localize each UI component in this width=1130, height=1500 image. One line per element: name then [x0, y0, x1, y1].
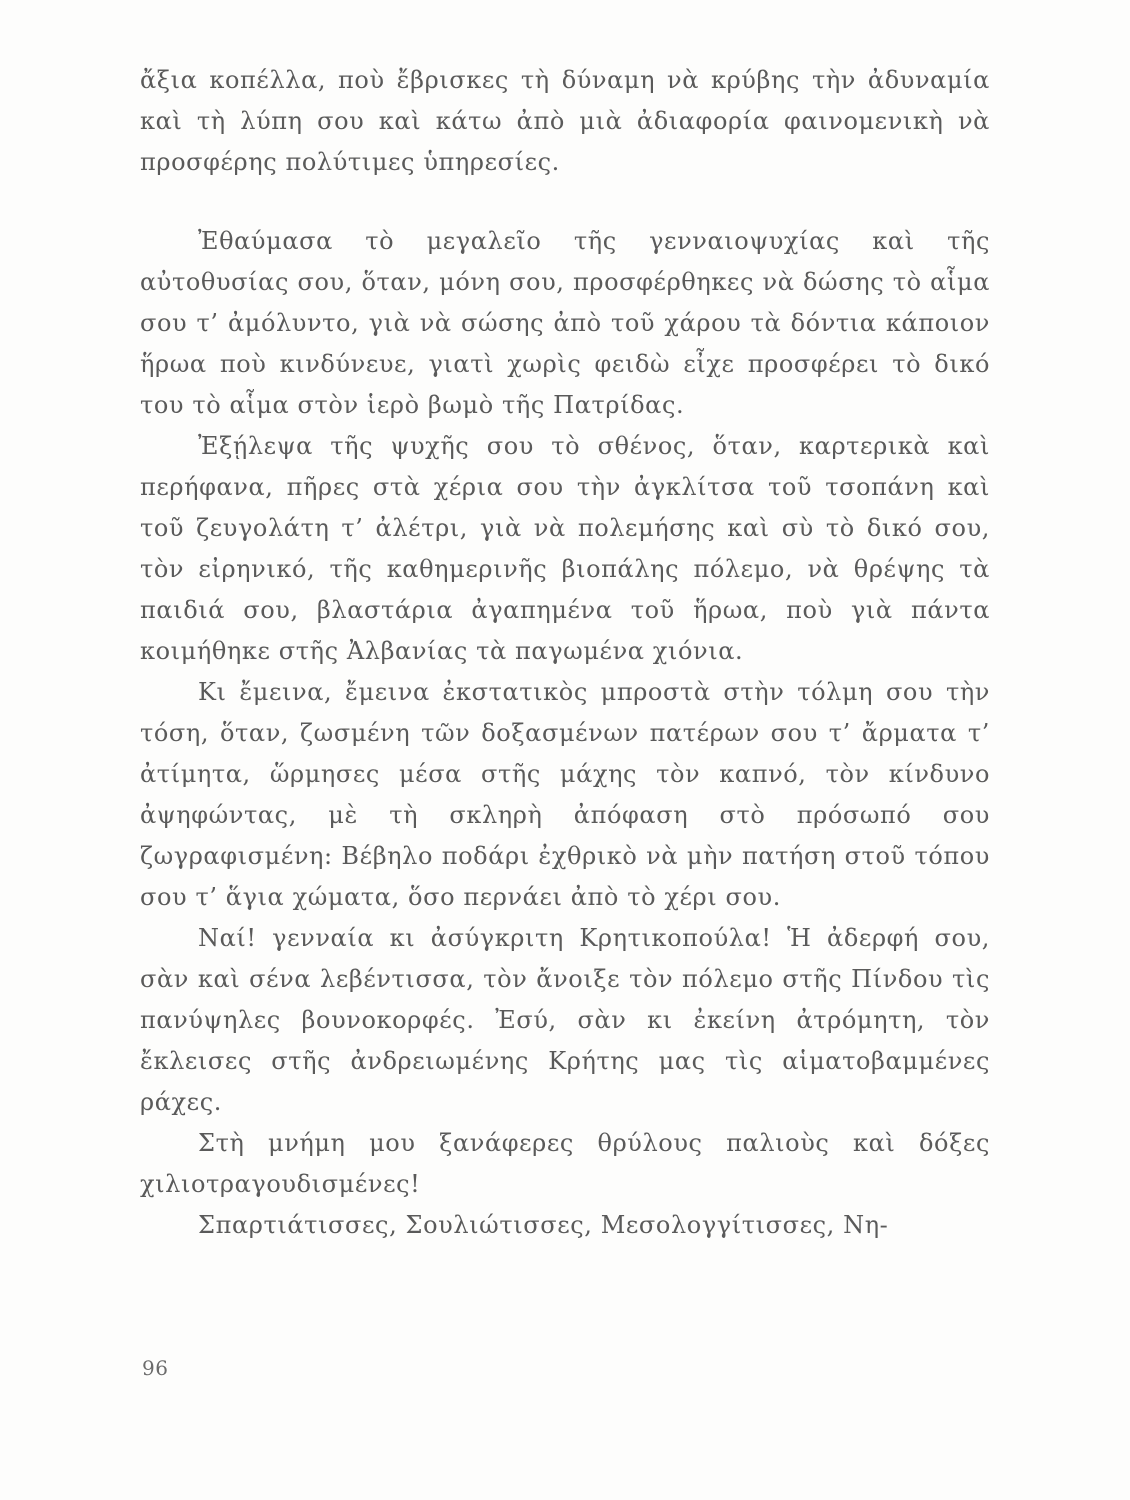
paragraph-heroines: Σπαρτιάτισσες, Σουλιώτισσες, Μεσολογγίτισσες, Νη- — [198, 1211, 889, 1239]
paragraph-memory: Στὴ μνήμη μου ξανάφερες θρύλους παλιοὺς καὶ δόξες χιλιοτραγουδισμένες! — [140, 1129, 990, 1198]
paragraph-cretan-girl: Ναί! γενναία κι ἀσύγκριτη Κρητικοπούλα! Ἡ ἀδερφή σου, σὰν καὶ σένα λεβέντισσα, τὸν ἄνοιξε τὸν πόλεμο στῆς Πίνδου τὶς πανύψηλες βουνοκορφές. Ἐσύ, σὰν κι ἐκείνη ἀτρόμητη, τὸν ἔκλεισες στῆς ἀνδρειωμένης Κρήτης μας τὶς αἱματοβαμμένες ράχες. — [140, 924, 990, 1116]
paragraph-continuation: ἄξια κοπέλλα, ποὺ ἔβρισκες τὴ δύναμη νὰ κρύβης τὴν ἀδυναμία καὶ τὴ λύπη σου καὶ κάτω ἀπὸ μιὰ ἀδιαφορία φαινομενικὴ νὰ προσφέρης πολύτιμες ὑπηρεσίες. — [140, 66, 990, 176]
page-number: 96 — [142, 1356, 169, 1380]
paragraph-courage: Κι ἔμεινα, ἔμεινα ἐκστατικὸς μπροστὰ στὴν τόλμη σου τὴν τόση, ὅταν, ζωσμένη τῶν δοξασμένων πατέρων σου τ’ ἄρματα τ’ ἀτίμητα, ὥρμησες μέσα στῆς μάχης τὸν καπνό, τὸν κίνδυνο ἀψηφώντας, μὲ τὴ σκληρὴ ἀπόφαση στὸ πρόσωπό σου ζωγραφισμένη: Βέβηλο ποδάρι ἐχθρικὸ νὰ μὴν πατήση στοῦ τόπου σου τ’ ἅγια χώματα, ὅσο περνάει ἀπὸ τὸ χέρι σου. — [140, 678, 990, 911]
paragraph-admiration: Ἐθαύμασα τὸ μεγαλεῖο τῆς γενναιοψυχίας καὶ τῆς αὐτοθυσίας σου, ὅταν, μόνη σου, προσφέρθηκες νὰ δώσης τὸ αἷμα σου τ’ ἀμόλυντο, γιὰ νὰ σώσης ἀπὸ τοῦ χάρου τὰ δόντια κάποιον ἥρωα ποὺ κινδύνευε, γιατὶ χωρὶς φειδὼ εἶχε προσφέρει τὸ δικό του τὸ αἷμα στὸν ἱερὸ βωμὸ τῆς Πατρίδας. — [140, 227, 990, 419]
body-text — [140, 60, 990, 1246]
paragraph-strength: Ἐξῄλεψα τῆς ψυχῆς σου τὸ σθένος, ὅταν, καρτερικὰ καὶ περήφανα, πῆρες στὰ χέρια σου τὴν ἀγκλίτσα τοῦ τσοπάνη καὶ τοῦ ζευγολάτη τ’ ἀλέτρι, γιὰ νὰ πολεμήσης καὶ σὺ τὸ δικό σου, τὸν εἰρηνικό, τῆς καθημερινῆς βιοπάλης πόλεμο, νὰ θρέψης τὰ παιδιά σου, βλαστάρια ἀγαπημένα τοῦ ἥρωα, ποὺ γιὰ πάντα κοιμήθηκε στῆς Ἀλβανίας τὰ παγωμένα χιόνια. — [140, 432, 990, 665]
